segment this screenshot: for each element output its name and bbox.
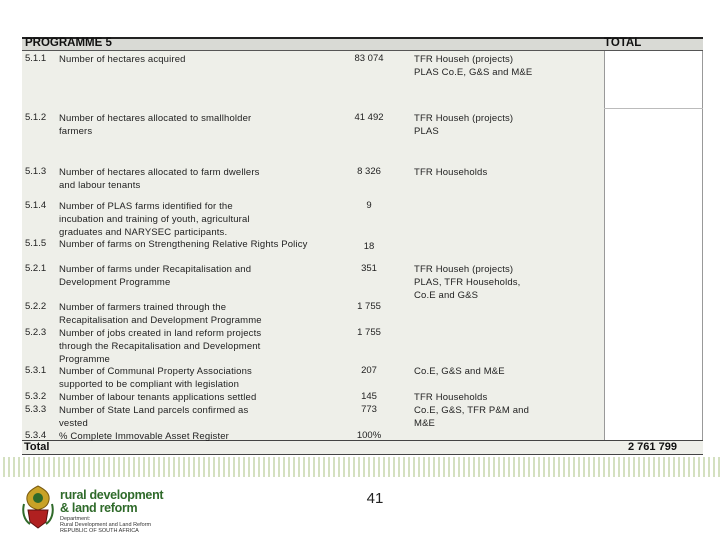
- row-description: [59, 53, 334, 66]
- row-description-line: Number of farms under Recapitalisation and: [59, 264, 252, 275]
- row-number: 5.3.3: [25, 404, 47, 415]
- total-label: Total: [24, 441, 50, 453]
- row-description-line: incubation and training of youth, agricultural: [59, 214, 250, 225]
- row-description: [59, 200, 334, 239]
- row-description-line: supported to be compliant with legislation: [59, 379, 240, 390]
- row-description-line: Programme: [59, 354, 110, 365]
- row-target-line: Co.E, G&S, TFR P&M and: [414, 405, 530, 416]
- row-target-line: TFR Househ (projects): [414, 54, 514, 65]
- row-number: 5.1.1: [25, 53, 47, 64]
- row-description: [59, 365, 334, 391]
- row-description-line: Number of hectares allocated to farm dwellers: [59, 167, 260, 178]
- row-value: 1 755: [357, 301, 381, 312]
- table-header-band: [22, 37, 703, 51]
- programme-title: PROGRAMME 5: [25, 37, 112, 49]
- row-target-beneficiaries: [414, 53, 602, 79]
- row-description: [59, 430, 334, 443]
- row-description-line: Number of labour tenants applications settled: [59, 392, 257, 403]
- row-value: 1 755: [357, 327, 381, 338]
- row-value: 41 492: [354, 112, 384, 123]
- row-target-line: PLAS Co.E, G&S and M&E: [414, 67, 533, 78]
- row-description-line: Number of hectares allocated to smallholder: [59, 113, 252, 124]
- row-target-beneficiaries: [414, 365, 602, 378]
- row-value: 83 074: [354, 53, 384, 64]
- row-description: [59, 404, 334, 430]
- row-description-line: % Complete Immovable Asset Register: [59, 431, 229, 442]
- row-value: 145: [361, 391, 377, 402]
- row-description-line: Number of PLAS farms identified for the: [59, 201, 233, 212]
- row-description-line: graduates and NARYSEC participants.: [59, 227, 228, 238]
- row-description: [59, 238, 334, 251]
- row-target-line: TFR Households: [414, 167, 488, 178]
- row-number: 5.2.2: [25, 301, 47, 312]
- row-number: 5.1.2: [25, 112, 47, 123]
- row-target-beneficiaries: [414, 263, 602, 302]
- logo-title-line-1: rural development: [60, 488, 164, 502]
- row-value: 8 326: [357, 166, 381, 177]
- row-target-line: M&E: [414, 418, 436, 429]
- row-target-beneficiaries: [414, 391, 602, 404]
- row-description: [59, 112, 334, 138]
- row-value: 207: [361, 365, 377, 376]
- row-number: 5.1.5: [25, 238, 47, 249]
- row-target-line: TFR Househ (projects): [414, 113, 514, 124]
- decorative-stripes: [0, 457, 720, 477]
- row-number: 5.1.3: [25, 166, 47, 177]
- row-value: 18: [363, 241, 375, 252]
- total-value: 2 761 799: [628, 441, 677, 453]
- row-target-line: PLAS: [414, 126, 439, 137]
- row-description-line: Development Programme: [59, 277, 171, 288]
- row-target-beneficiaries: [414, 404, 602, 430]
- row-target-line: Co.E, G&S and M&E: [414, 366, 505, 377]
- coat-of-arms-icon: [20, 484, 56, 530]
- row-description-line: Number of farms on Strengthening Relative Rights Policy: [59, 239, 308, 250]
- row-target-beneficiaries: [414, 166, 602, 179]
- row-description-line: and labour tenants: [59, 180, 141, 191]
- row-description: [59, 166, 334, 192]
- row-description-line: Number of jobs created in land reform projects: [59, 328, 262, 339]
- row-target-line: TFR Households: [414, 392, 488, 403]
- row-target-line: PLAS, TFR Households,: [414, 277, 521, 288]
- row-description-line: through the Recapitalisation and Development: [59, 341, 261, 352]
- row-number: 5.1.4: [25, 200, 47, 211]
- row-target-line: TFR Househ (projects): [414, 264, 514, 275]
- row-target-beneficiaries: [414, 112, 602, 138]
- row-number: 5.3.4: [25, 430, 47, 441]
- row-description: [59, 263, 334, 289]
- page-number: 41: [366, 490, 384, 507]
- row-value: 773: [361, 404, 377, 415]
- row-description-line: Number of hectares acquired: [59, 54, 186, 65]
- row-description-line: farmers: [59, 126, 93, 137]
- row-description-line: Number of Communal Property Associations: [59, 366, 252, 377]
- row-number: 5.3.1: [25, 365, 47, 376]
- row-description: [59, 327, 334, 366]
- row-description-line: Number of farmers trained through the: [59, 302, 227, 313]
- row-description-line: Number of State Land parcels confirmed as: [59, 405, 249, 416]
- row-number: 5.3.2: [25, 391, 47, 402]
- row-description: [59, 301, 334, 327]
- row-description: [59, 391, 334, 404]
- total-column-top-cell: [604, 51, 703, 109]
- row-description-line: Recapitalisation and Development Programme: [59, 315, 262, 326]
- row-number: 5.2.3: [25, 327, 47, 338]
- logo-department-name: Rural Development and Land Reform: [60, 522, 152, 528]
- logo-country: REPUBLIC OF SOUTH AFRICA: [60, 528, 139, 534]
- row-description-line: vested: [59, 418, 88, 429]
- department-logo: [20, 484, 164, 534]
- total-header: TOTAL: [604, 37, 642, 49]
- logo-title-line-2: & land reform: [60, 501, 138, 515]
- row-number: 5.2.1: [25, 263, 47, 274]
- row-value: 9: [366, 200, 372, 211]
- row-value: 351: [361, 263, 377, 274]
- row-target-line: Co.E and G&S: [414, 290, 479, 301]
- row-value: 100%: [356, 430, 382, 441]
- logo-department-label: Department:: [60, 516, 91, 522]
- total-column: [604, 51, 703, 440]
